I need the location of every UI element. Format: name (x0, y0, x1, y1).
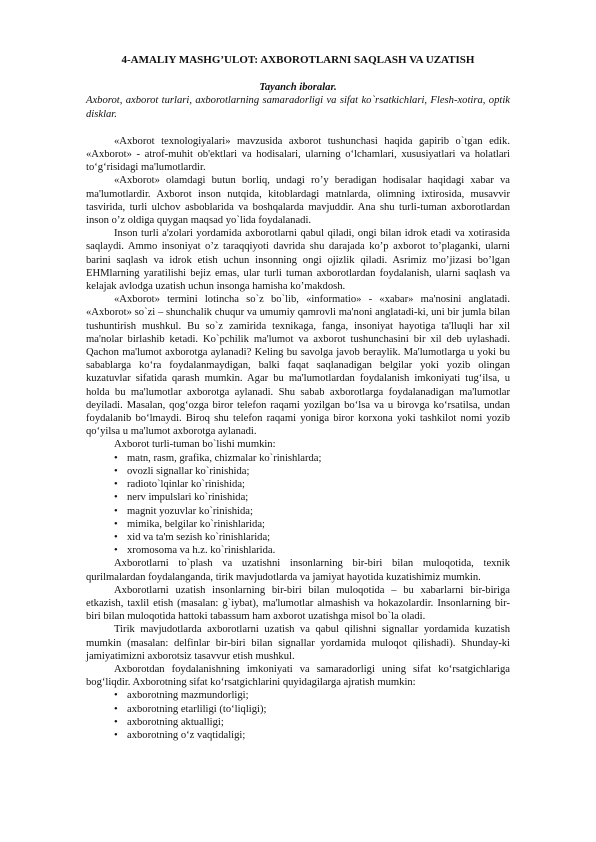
bullet-icon: • (114, 690, 118, 702)
list-item (114, 531, 510, 544)
bullet-icon: • (114, 518, 118, 530)
bullet-icon: • (114, 492, 118, 504)
paragraph: Axborotlarni to`plash va uzatishni insonlarning bir-biri bilan muloqotida, texnik qurilmalardan foydalanganda, tirik mavjudotlarda va jamiyat hayotida kuzatishimiz mumkin. (86, 558, 510, 583)
bullet-icon: • (114, 703, 118, 715)
paragraph: Axborotlarni uzatish insonlarning bir-biri bilan muloqotida – bu xabarlarni bir-biriga etkazish, taxlil etish (masalan: g`iybat), ma'lumotlar almashish va hokazolardir. Insonlarning bir-biri bilan muloqotida hattoki tabassum ham axborot uzatishga misol bo`la oladi. (86, 584, 510, 623)
list-item (114, 491, 510, 504)
list-item-text: radioto`lqinlar ko`rinishida; (127, 479, 245, 491)
list-item-text: axborotning etarliligi (to‘liqligi); (127, 703, 267, 715)
paragraph: Axborotdan foydalanishning imkoniyati va samaradorligi uning sifat ko‘rsatgichlariga bog‘liqdir. Axborotning sifat ko‘rsatgichlarini quyidagilarga ajratish mumkin: (86, 663, 510, 689)
paragraph: «Axborot» termini lotincha so`z bo`lib, «informatio» - «xabar» ma'nosini anglatadi. «Axborot» so`zi – shunchalik chuqur va umumiy qamrovli ma'noni anglatadi-ki, uni bir jumla bilan tushuntirish mushkul. Bu so`z zamirida texnikaga, fanga, insoniyat hayotiga ta'lluqli har xil ma'nolar birlashib ketadi. Ko`pchilik ma'lumot va axborot tushunchasini bir xil deb uylashadi. Qachon ma'lumot axborotga aylanadi? Keling bu savolga javob beraylik. Ma'lumotlarga u yoki bu sabablarga ko‘ra foydalanmaydigan, balki faqat saqlanadigan belgilar yoki yozib olingan kuzatuvlar sifatida qarash mumkin. Agar bu ma'lumotlardan foydalanish imkoniyati tug‘ilsa, u holda bu ma'lumotlar axborotga aylanadi. Shu sabab axborotlarga foydalanadigan ma'lumotlar deyiladi. Masalan, qog‘ozga biror telefon raqami yozilgan bo‘lsa va u birovga ko‘rsatilsa, undan foydalanib bo‘lmaydi. Biroq shu telefon raqami yoniga biror korxona yoki tashkilot nomi yozib qo‘yilsa u ma'lumot axborotga aylanadi. (86, 294, 510, 438)
list-item-text: axborotning o‘z vaqtidaligi; (127, 729, 246, 741)
list-item (114, 703, 510, 716)
list-item-text: magnit yozuvlar ko`rinishida; (127, 505, 253, 517)
list-intro: Axborot turli-tuman bo`lishi mumkin: (114, 439, 276, 451)
list-item (114, 478, 510, 491)
list-item (114, 544, 510, 557)
information-types-list (86, 452, 510, 558)
list-item-text: mimika, belgilar ko`rinishlarida; (127, 518, 265, 530)
list-item-text: axborotning mazmundorligi; (127, 690, 249, 702)
bullet-icon: • (114, 465, 118, 477)
list-item-text: nerv impulslari ko`rinishida; (127, 492, 249, 504)
list-item-text: xid va ta'm sezish ko`rinishlarida; (127, 531, 271, 543)
paragraph: «Axborot» olamdagi butun borliq, undagi ro’y beradigan hodisalar haqidagi xabar va ma'lumotlardir. Axborot inson nutqida, kitoblardagi matnlarda, olimning ixtirosida, musavvir tasvirida, turli ulchov asboblarida va boshqalarda mavjuddir. Ana shu turli-tuman axborotlardan inson o’z oldiga quygan maqsad yo`lida foydalanadi. (86, 175, 510, 227)
paragraph: Inson turli a'zolari yordamida axborotlarni qabul qiladi, ongi bilan idrok etadi va xotirasida saqlaydi. Ammo insoniyat o’z taraqqiyoti davrida shu darajada ko’p axborot to’plaganki, ularni barini saqlash va idrok etish uchun insonning ongi ojizlik qiladi. Asrimiz mo’jizasi bo’lgan EHMlarning yaratilishi bejiz emas, ular turli tuman axborotlardan foydalanish, ularni saqlash va kelajak avlodga uzatish uchun insonga hamisha ko’makdosh. (86, 228, 510, 293)
quality-indicators-list (86, 689, 510, 742)
bullet-icon: • (114, 505, 118, 517)
list-item (114, 716, 510, 729)
list-item-text: xromosoma va h.z. ko`rinishlarida. (127, 545, 276, 557)
keywords-text: Axborot, axborot turlari, axborotlarning samaradorligi va sifat ko`rsatkichlari, Flesh-xotira, optik disklar. (86, 95, 510, 120)
list-item-text: matn, rasm, grafika, chizmalar ko`rinishlarda; (127, 452, 322, 464)
list-item-text: axborotning aktualligi; (127, 716, 224, 728)
list-item (114, 729, 510, 742)
bullet-icon: • (114, 716, 118, 728)
document-page (86, 54, 510, 742)
bullet-icon: • (114, 729, 118, 741)
list-item (114, 465, 510, 478)
list-item (114, 518, 510, 531)
bullet-icon: • (114, 531, 118, 543)
keywords-heading: Tayanch iboralar. (259, 82, 337, 94)
bullet-icon: • (114, 452, 118, 464)
paragraph: «Axborot texnologiyalari» mavzusida axborot tushunchasi haqida gapirib o`tgan edik. «Axborot» - atrof-muhit ob'ektlari va hodisalari, ularning o‘lchamlari, xususiyatlari va holatlari to‘g‘risidagi ma'lumotlardir. (86, 135, 510, 174)
list-item (114, 689, 510, 702)
bullet-icon: • (114, 479, 118, 491)
page-title: 4-AMALIY MASHG’ULOT: AXBOROTLARNI SAQLASH VA UZATISH (121, 54, 475, 66)
bullet-icon: • (114, 545, 118, 557)
paragraph: Tirik mavjudotlarda axborotlarni uzatish va qabul qilishni signallar yordamida kuzatish mumkin (masalan: delfinlar bir-biri bilan signallar yordamida muloqot qilishadi). Shunday-ki jamiyatimizni axborotsiz tasavvur etish mushkul. (86, 624, 510, 662)
list-item-text: ovozli signallar ko`rinishida; (127, 465, 250, 477)
list-item (114, 452, 510, 465)
list-item (114, 505, 510, 518)
